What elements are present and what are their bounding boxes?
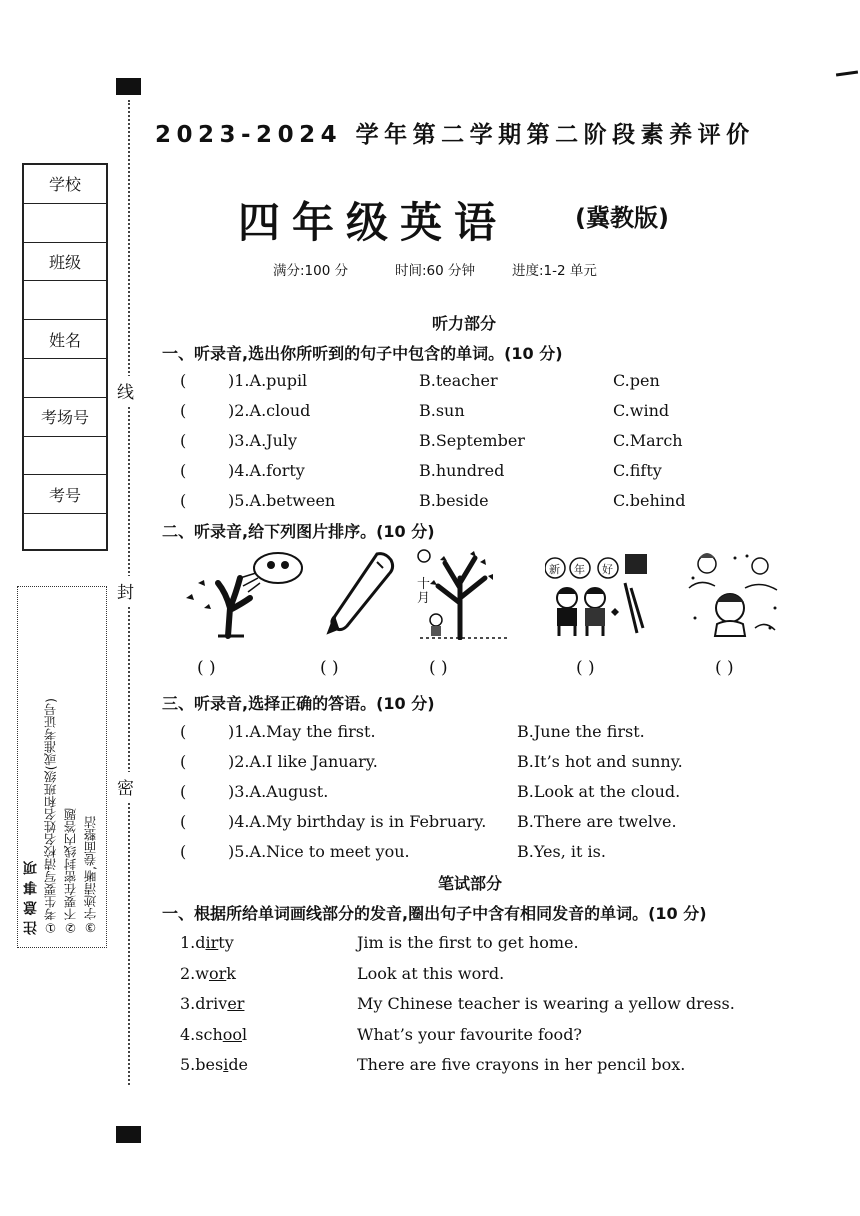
underlined-part: or: [208, 963, 227, 983]
word-number: 2.: [180, 963, 196, 983]
q3-option-a: )5.A.Nice to meet you.: [228, 842, 410, 861]
answer-paren-open[interactable]: (: [180, 722, 187, 741]
pronunciation-word: [180, 994, 244, 1013]
q3-option-b: B.It’s hot and sunny.: [517, 752, 683, 771]
q3-option-b: B.June the first.: [517, 722, 645, 741]
listening-q2-title: 二、听录音,给下列图片排序。(10 分): [162, 522, 435, 541]
october-label: 十月: [417, 577, 431, 606]
registration-mark-top: [116, 78, 141, 95]
registration-mark-bottom: [116, 1126, 141, 1143]
pronunciation-word: [180, 1055, 248, 1074]
picture-2-blank[interactable]: ( ): [320, 658, 339, 678]
progress-info: 进度:1-2 单元: [512, 263, 597, 279]
q1-option-a: )4.A.forty: [228, 461, 305, 480]
answer-paren-open[interactable]: (: [180, 812, 187, 831]
snow-children-icon: [685, 548, 785, 640]
writing-part-title: 笔试部分: [438, 874, 503, 893]
q3-option-a: )3.A.August.: [228, 782, 329, 801]
pronunciation-word: [180, 933, 234, 952]
q3-option-b: B.Look at the cloud.: [517, 782, 681, 801]
answer-paren-open[interactable]: (: [180, 371, 187, 390]
q1-option-c: C.wind: [613, 401, 670, 420]
word-part: d: [195, 933, 206, 952]
notice-item-1: ①考生要写清校名姓名和班级(或准考证号): [43, 697, 58, 935]
q3-option-b: B.Yes, it is.: [517, 842, 606, 861]
answer-paren-open[interactable]: (: [180, 431, 187, 450]
time-info: 时间:60 分钟: [395, 263, 476, 279]
pronunciation-sentence[interactable]: What’s your favourite food?: [357, 1024, 583, 1044]
school-field[interactable]: [24, 204, 106, 243]
picture-1-blank[interactable]: ( ): [197, 658, 216, 678]
answer-paren-open[interactable]: (: [180, 461, 187, 480]
writing-q1-title: 一、根据所给单词画线部分的发音,圈出句子中含有相同发音的单词。(10 分): [162, 904, 707, 923]
edition-label: (冀教版): [575, 204, 669, 232]
word-part: bes: [195, 1055, 224, 1074]
exam-room-field[interactable]: [24, 437, 106, 476]
pronunciation-word: [180, 964, 236, 983]
notice-title: 注意事项: [23, 855, 39, 935]
seal-char-seal: 封: [117, 576, 134, 605]
word-part: l: [242, 1024, 248, 1044]
word-part: k: [226, 963, 236, 983]
q1-option-b: B.sun: [419, 401, 465, 420]
q1-option-b: B.September: [419, 431, 525, 450]
pronunciation-sentence[interactable]: Look at this word.: [357, 963, 505, 983]
q3-option-a: )2.A.I like January.: [228, 752, 378, 771]
listening-q3-title: 三、听录音,选择正确的答语。(10 分): [162, 694, 435, 713]
q1-option-a: )3.A.July: [228, 431, 298, 450]
student-info-table: [22, 163, 108, 551]
label-school: 学校: [24, 165, 106, 204]
notice-item-3: ③字迹清晰,卷面整洁: [83, 816, 98, 935]
picture-3-blank[interactable]: ( ): [429, 658, 448, 678]
notice-box: [17, 586, 107, 948]
new-year-children-icon: [545, 548, 655, 640]
word-part: driv: [195, 994, 228, 1013]
answer-paren-open[interactable]: (: [180, 842, 187, 861]
word-part: w: [195, 963, 209, 983]
score-info: 满分:100 分: [273, 263, 349, 279]
exam-title: 2023-2024 学年第二学期第二阶段素养评价: [155, 122, 755, 148]
word-number: 4.: [180, 1024, 196, 1044]
q1-option-a: )2.A.cloud: [228, 401, 311, 420]
name-field[interactable]: [24, 359, 106, 398]
listening-part-title: 听力部分: [432, 314, 497, 333]
q3-option-b: B.There are twelve.: [517, 812, 677, 831]
new-year-char-1: 新: [549, 563, 560, 576]
subject-title: 四年级英语: [238, 198, 509, 247]
corner-mark: [836, 70, 858, 76]
word-number: 1.: [180, 933, 196, 952]
picture-4-blank[interactable]: ( ): [576, 658, 595, 678]
new-year-char-3: 好: [602, 563, 613, 576]
q1-option-b: B.beside: [419, 491, 489, 510]
word-number: 5.: [180, 1055, 196, 1074]
q3-option-a: )4.A.My birthday is in February.: [228, 812, 487, 831]
answer-paren-open[interactable]: (: [180, 401, 187, 420]
q1-option-c: C.March: [613, 431, 683, 450]
q1-option-c: C.fifty: [613, 461, 662, 480]
marker-pen-icon: [325, 548, 400, 640]
answer-paren-open[interactable]: (: [180, 491, 187, 510]
listening-q1-title: 一、听录音,选出你所听到的句子中包含的单词。(10 分): [162, 344, 563, 363]
pronunciation-sentence[interactable]: There are five crayons in her pencil box.: [357, 1055, 686, 1074]
q1-option-b: B.teacher: [419, 371, 498, 390]
q1-option-a: )1.A.pupil: [228, 371, 308, 390]
label-class: 班级: [24, 243, 106, 282]
exam-number-field[interactable]: [24, 514, 106, 553]
label-exam-room: 考场号: [24, 398, 106, 437]
label-name: 姓名: [24, 320, 106, 359]
word-part: de: [228, 1055, 249, 1074]
notice-item-2: ②不要在密封线内答题: [63, 807, 78, 935]
answer-paren-open[interactable]: (: [180, 782, 187, 801]
answer-paren-open[interactable]: (: [180, 752, 187, 771]
pronunciation-sentence[interactable]: Jim is the first to get home.: [357, 933, 579, 952]
word-part: ty: [218, 933, 234, 952]
underlined-part: ir: [205, 933, 219, 952]
q1-option-c: C.behind: [613, 491, 686, 510]
word-part: sch: [195, 1024, 223, 1044]
q3-option-a: )1.A.May the first.: [228, 722, 376, 741]
picture-5-blank[interactable]: ( ): [715, 658, 734, 678]
q1-option-c: C.pen: [613, 371, 660, 390]
pronunciation-word: [180, 1025, 247, 1044]
underlined-part: er: [227, 994, 245, 1013]
class-field[interactable]: [24, 281, 106, 320]
q1-option-a: )5.A.between: [228, 491, 336, 510]
new-year-char-2: 年: [574, 563, 585, 576]
underlined-part: i: [223, 1055, 229, 1074]
seal-char-line: 线: [117, 376, 134, 405]
windy-tree-icon: [178, 548, 313, 640]
seal-char-secret: 密: [117, 772, 134, 801]
word-number: 3.: [180, 994, 196, 1013]
pronunciation-sentence[interactable]: My Chinese teacher is wearing a yellow dress.: [357, 994, 735, 1013]
label-exam-number: 考号: [24, 475, 106, 514]
q1-option-b: B.hundred: [419, 461, 505, 480]
underlined-part: oo: [222, 1024, 243, 1044]
